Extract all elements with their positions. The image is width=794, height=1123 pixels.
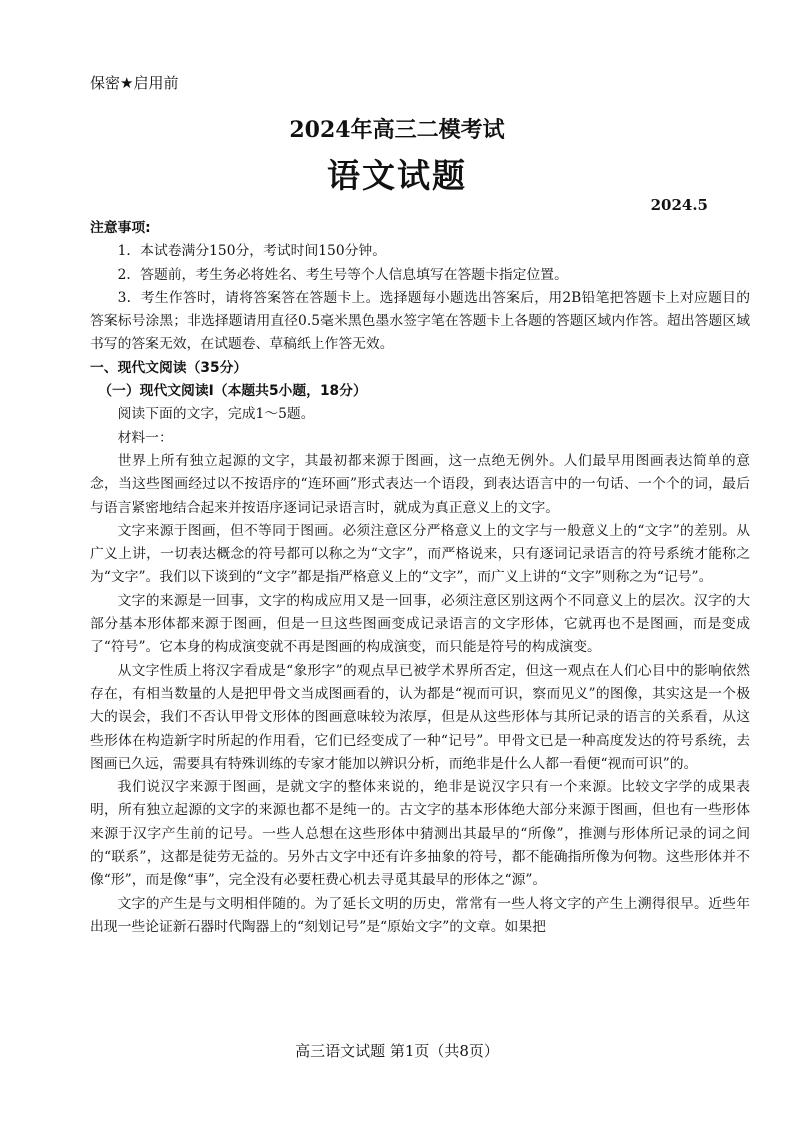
notice-item-3: 3．考生作答时，请将答案答在答题卡上。选择题每小题选出答案后，用2B铅笔把答题卡上对应题目的答案标号涂黑；非选择题请用直径0.5毫米黑色墨水签字笔在答题卡上各题的答题区域内作答。超出答题区域书写的答案无效，在试题卷、草稿纸上作答无效。 — [90, 289, 750, 353]
subject-title: 语文试题 — [327, 156, 467, 195]
page-footer: 高三语文试题 第1页（共8页） — [295, 1042, 499, 1060]
notice-item-1: 1．本试卷满分150分，考试时间150分钟。 — [117, 243, 386, 260]
passage-paragraph-6: 文字的产生是与文明相伴随的。为了延长文明的历史，常常有一些人将文字的产生上溯得很早。近些年出现一些论证新石器时代陶器上的“刻划记号”是“原始文字”的文章。如果把 — [90, 895, 750, 935]
passage-paragraph-1: 世界上所有独立起源的文字，其最初都来源于图画，这一点绝无例外。人们最早用图画表达简单的意念，当这些图画经过以不按语序的“连环画”形式表达一个语段，到表达语言中的一句话、一个个的词，最后与语言紧密地结合起来并按语序逐词记录语言时，就成为真正意义上的文字。 — [90, 452, 750, 516]
exam-date: 2024.5 — [650, 196, 708, 214]
passage-paragraph-4: 从文字性质上将汉字看成是“象形字”的观点早已被学术界所否定，但这一观点在人们心目中的影响依然存在，有相当数量的人是把甲骨文当成图画看的，认为都是“视而可识，察而见义”的图像，其实这是一个极大的误会，我们不否认甲骨文形体的图画意味较为浓厚，但是从这些形体与其所记录的语言的关系看，从这些形体在构造新字时所起的作用看，它们已经变成了一种“记号”。甲骨文已是一种高度发达的符号系统，去图画已久远，需要具有特殊训练的专家才能加以辨识分析，而绝非是什么人都一看便“视而可识”的。 — [90, 662, 750, 772]
passage-paragraph-2: 文字来源于图画，但不等同于图画。必须注意区分严格意义上的文字与一般意义上的“文字”的差别。从广义上讲，一切表达概念的符号都可以称之为“文字”，而严格说来，只有逐词记录语言的符号系统才能称之为“文字”。我们以下谈到的“文字”都是指严格意义上的“文字”，而广义上讲的“文字”则称之为“记号”。 — [90, 522, 750, 586]
notice-item-2: 2．答题前，考生务必将姓名、考生号等个人信息填写在答题卡指定位置。 — [117, 266, 568, 283]
passage-paragraph-3: 文字的来源是一回事，文字的构成应用又是一回事，必须注意区别这两个不同意义上的层次。汉字的大部分基本形体都来源于图画，但是一旦这些图画变成记录语言的文字形体，它就再也不是图画，而是变成了“符号”。它本身的构成演变就不再是图画的构成演变，而只能是符号的构成演变。 — [90, 592, 750, 656]
section-subtitle: （一）现代文阅读Ⅰ（本题共5小题，18分） — [98, 383, 367, 400]
section-title: 一、现代文阅读（35分） — [90, 359, 248, 376]
exam-title: 2024年高三二模考试 — [289, 117, 505, 143]
passage-paragraph-5: 我们说汉字来源于图画，是就文字的整体来说的，绝非是说汉字只有一个来源。比较文字学的成果表明，所有独立起源的文字的来源也都不是纯一的。古文字的基本形体绝大部分来源于图画，但也有一些形体来源于汉字产生前的记号。一些人总想在这些形体中猜测出其最早的“所像”，推测与形体所记录的词之间的“联系”，这都是徒劳无益的。另外古文字中还有许多抽象的符号，都不能确指所像为何物。这些形体并不像“形”，而是像“事”，完全没有必要枉费心机去寻觅其最早的形体之“源”。 — [90, 779, 750, 889]
confidential-label: 保密★启用前 — [90, 74, 179, 92]
material-label: 材料一： — [117, 429, 173, 446]
notice-heading: 注意事项: — [90, 220, 151, 236]
reading-instruction: 阅读下面的文字，完成1～5题。 — [117, 406, 315, 423]
exam-body — [90, 217, 750, 939]
